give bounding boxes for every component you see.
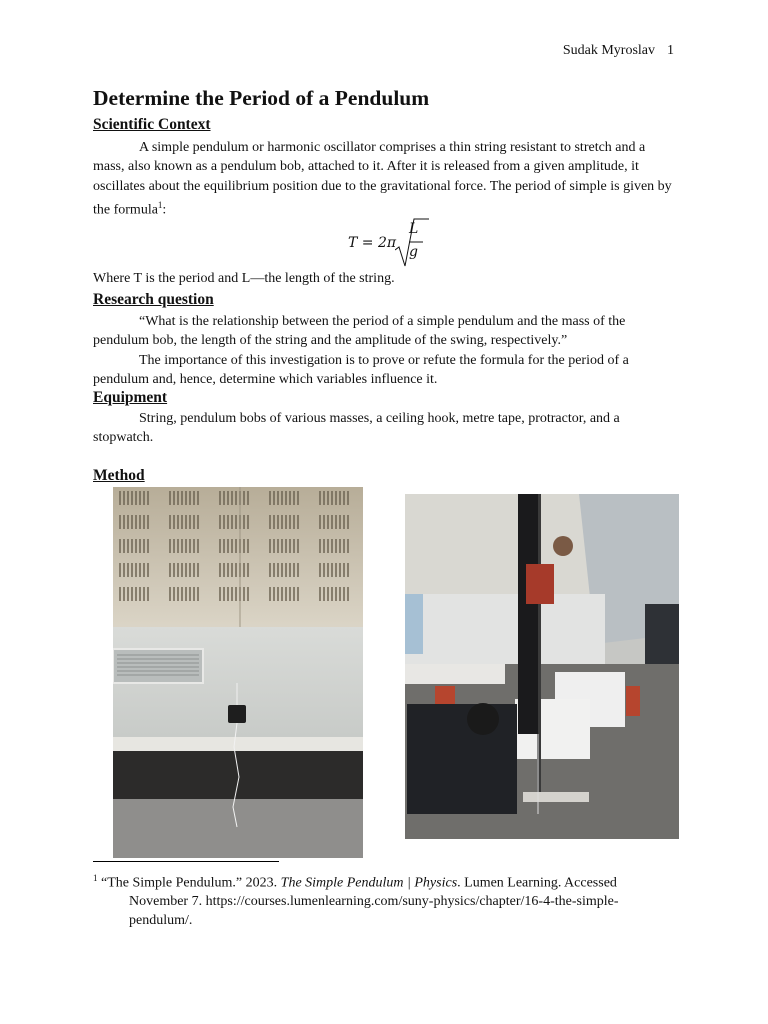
heading-scientific-context: Scientific Context bbox=[93, 116, 211, 133]
context-text-end: : bbox=[162, 202, 167, 218]
formula-explanation: Where T is the period and L—the length of the string. bbox=[93, 271, 395, 286]
footnote-citation-rest[interactable]: . Lumen Learning. Accessed November 7. https://courses.lumenlearning.com/suny-physics/chapter/16-4-the-simple-pendulum/. bbox=[129, 875, 619, 928]
heading-equipment: Equipment bbox=[93, 389, 168, 406]
heading-method: Method bbox=[93, 467, 145, 484]
research-question-text: “What is the relationship between the period of a simple pendulum and the mass of the pendulum bob, the length of the string and the amplitude of the swing, respectively.” bbox=[93, 314, 626, 349]
footnote bbox=[93, 869, 679, 930]
research-importance-text: The importance of this investigation is to prove or refute the formula for the period of a pendulum and, hence, determine which variables influence it. bbox=[93, 353, 629, 388]
equipment-text: String, pendulum bobs of various masses, a ceiling hook, metre tape, protractor, and a stopwatch. bbox=[93, 411, 620, 446]
formula-numerator: L bbox=[409, 221, 419, 237]
footnote-separator bbox=[93, 861, 279, 862]
heading-research-question: Research question bbox=[93, 291, 214, 308]
period-formula bbox=[345, 218, 435, 268]
formula-lhs: T = 2π bbox=[348, 235, 397, 251]
footnote-source-title: “The Simple Pendulum.” 2023. bbox=[101, 875, 281, 891]
context-paragraph bbox=[93, 138, 677, 220]
photo-pendulum-ceiling bbox=[113, 487, 363, 858]
page-number: 1 bbox=[667, 43, 674, 58]
page-header bbox=[563, 43, 674, 59]
footnote-italic-title: The Simple Pendulum | Physics bbox=[280, 875, 458, 891]
document-title: Determine the Period of a Pendulum bbox=[93, 86, 430, 110]
footnote-number: 1 bbox=[93, 873, 98, 883]
footnote-reference[interactable]: 1 bbox=[157, 199, 163, 210]
author-name: Sudak Myroslav bbox=[562, 43, 655, 58]
formula-denominator: g bbox=[409, 244, 418, 260]
photo-measuring-length bbox=[405, 494, 679, 839]
context-text: A simple pendulum or harmonic oscillator comprises a thin string resistant to stretch and a mass, also known as a pendulum bob, attached to it. After it is released from a given amplitude, it oscillates about the equilibrium position due to the gravitational force. The period of simple is given by the formula bbox=[93, 140, 672, 218]
